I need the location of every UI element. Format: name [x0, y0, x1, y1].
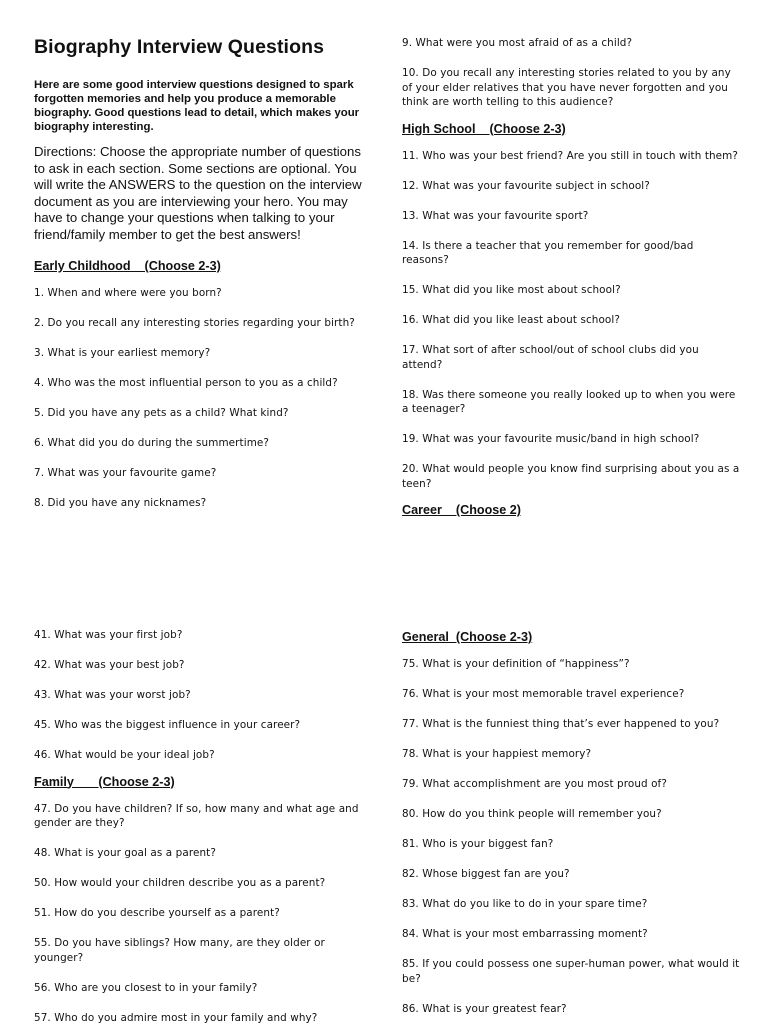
- section-heading-family: Family (Choose 2-3): [34, 775, 374, 790]
- question-item: 8. Did you have any nicknames?: [34, 496, 374, 511]
- question-item: 42. What was your best job?: [34, 658, 374, 673]
- directions-text: Directions: Choose the appropriate number of questions to ask in each section. Some sections are optional. You will write the ANSWERS to the question on the interview document as you are interviewing your hero. You may have to change your questions when talking to your friend/family member to get the best answers!: [34, 144, 374, 243]
- question-item: 83. What do you like to do in your spare time?: [402, 897, 742, 912]
- page2-left-column: [34, 628, 374, 1025]
- question-item: 76. What is your most memorable travel experience?: [402, 687, 742, 702]
- question-item: 55. Do you have siblings? How many, are they older or younger?: [34, 936, 374, 965]
- question-item: 48. What is your goal as a parent?: [34, 846, 374, 861]
- question-item: 81. Who is your biggest fan?: [402, 837, 742, 852]
- section-heading-general: General (Choose 2-3): [402, 630, 742, 645]
- page1-left-column: [34, 36, 374, 526]
- question-item: 82. Whose biggest fan are you?: [402, 867, 742, 882]
- question-item: 4. Who was the most influential person to you as a child?: [34, 376, 374, 391]
- question-item: 80. How do you think people will remember you?: [402, 807, 742, 822]
- question-item: 9. What were you most afraid of as a child?: [402, 36, 742, 51]
- question-item: 84. What is your most embarrassing moment?: [402, 927, 742, 942]
- page1-right-column: [402, 36, 742, 530]
- question-item: 14. Is there a teacher that you remember for good/bad reasons?: [402, 239, 742, 268]
- section-heading-high-school: High School (Choose 2-3): [402, 122, 742, 137]
- question-item: 57. Who do you admire most in your family and why?: [34, 1011, 374, 1025]
- question-item: 85. If you could possess one super-human power, what would it be?: [402, 957, 742, 986]
- question-item: 6. What did you do during the summertime?: [34, 436, 374, 451]
- section-heading-early-childhood: Early Childhood (Choose 2-3): [34, 259, 374, 274]
- page-title: Biography Interview Questions: [34, 36, 374, 59]
- question-item: 10. Do you recall any interesting stories related to you by any of your elder relatives that you have never forgotten and you think are worth telling to this audience?: [402, 66, 742, 110]
- intro-text: Here are some good interview questions designed to spark forgotten memories and help you produce a memorable biography. Good questions lead to detail, which makes your biography interesting.: [34, 78, 374, 134]
- question-item: 45. Who was the biggest influence in your career?: [34, 718, 374, 733]
- question-item: 18. Was there someone you really looked up to when you were a teenager?: [402, 388, 742, 417]
- question-item: 2. Do you recall any interesting stories regarding your birth?: [34, 316, 374, 331]
- question-item: 13. What was your favourite sport?: [402, 209, 742, 224]
- question-item: 75. What is your definition of “happiness”?: [402, 657, 742, 672]
- page2-right-column: [402, 630, 742, 1016]
- question-item: 12. What was your favourite subject in school?: [402, 179, 742, 194]
- question-item: 19. What was your favourite music/band in high school?: [402, 432, 742, 447]
- question-item: 79. What accomplishment are you most proud of?: [402, 777, 742, 792]
- question-item: 50. How would your children describe you as a parent?: [34, 876, 374, 891]
- question-item: 47. Do you have children? If so, how many and what age and gender are they?: [34, 802, 374, 831]
- question-item: 41. What was your first job?: [34, 628, 374, 643]
- question-item: 51. How do you describe yourself as a parent?: [34, 906, 374, 921]
- question-item: 11. Who was your best friend? Are you still in touch with them?: [402, 149, 742, 164]
- question-item: 3. What is your earliest memory?: [34, 346, 374, 361]
- section-heading-career: Career (Choose 2): [402, 503, 742, 518]
- question-item: 1. When and where were you born?: [34, 286, 374, 301]
- question-item: 77. What is the funniest thing that’s ever happened to you?: [402, 717, 742, 732]
- question-item: 16. What did you like least about school?: [402, 313, 742, 328]
- question-item: 17. What sort of after school/out of school clubs did you attend?: [402, 343, 742, 372]
- question-item: 5. Did you have any pets as a child? What kind?: [34, 406, 374, 421]
- question-item: 46. What would be your ideal job?: [34, 748, 374, 763]
- question-item: 7. What was your favourite game?: [34, 466, 374, 481]
- question-item: 78. What is your happiest memory?: [402, 747, 742, 762]
- question-item: 15. What did you like most about school?: [402, 283, 742, 298]
- question-item: 43. What was your worst job?: [34, 688, 374, 703]
- question-item: 56. Who are you closest to in your family?: [34, 981, 374, 996]
- question-item: 86. What is your greatest fear?: [402, 1002, 742, 1017]
- question-item: 20. What would people you know find surprising about you as a teen?: [402, 462, 742, 491]
